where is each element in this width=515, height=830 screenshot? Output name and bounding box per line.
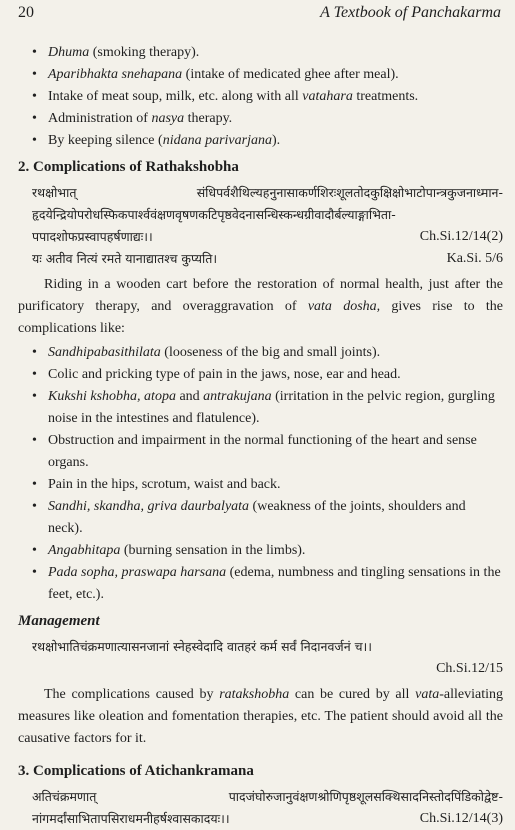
sanskrit-verse-2: यः अतीव नित्यं रमते यानाद्यातश्च कुप्यति। Ka.Si. 5/6: [18, 248, 503, 270]
subheading-management: Management: [18, 613, 100, 629]
list-item: • Sandhipabasithilata (looseness of the big and small joints).: [18, 342, 503, 364]
list-item: • Sandhi, skandha, griva daurbalyata (weakness of the joints, shoulders and neck).: [18, 496, 503, 540]
section-heading-atichankramana: 3. Complications of Atichankramana: [18, 763, 254, 779]
list-item: • Intake of meat soup, milk, etc. along with all vatahara treatments.: [18, 86, 503, 108]
list-item: • Kukshi kshobha, atopa and antrakujana (irritation in the pelvic region, gurgling noise in the intestines and flatulence).: [18, 386, 503, 430]
sanskrit-verse-1: रथक्षोभात् संधिपर्वशैथिल्यहनुनासाकर्णशिरःशूलतोदकुक्षिक्षोभाटोपान्त्रकुजनाध्मान- हृदयेन्द्रियोपरोधस्फिकपार्श्ववंक्षणवृषणकटिपृष्ठवेदनासन्धिस्कन्धग्रीवादौर्बल्याङ्गाभिता- पपादशोफप्रस्वापहर्षणाद्यः।। Ch.Si.12/14(2): [18, 182, 503, 248]
page-number: 20: [18, 4, 34, 21]
complications-list: [18, 342, 503, 606]
sanskrit-verse-3: अतिचंक्रमणात् पादजंघोरुजानुवंक्षणश्रोणिपृष्ठशूलसक्थिसादनिस्तोदपिंडिकोद्वेष्ट- नांगमर्दांसाभितापसिराधमनीहर्षश्वासकादयः।। Ch.Si.12/14(3): [18, 786, 503, 830]
list-item: • Angabhitapa (burning sensation in the limbs).: [18, 540, 503, 562]
paragraph: The complications caused by ratakshobha can be cured by all vata-alleviating measures like oleation and fomentation therapies, etc. The patient should avoid all the causative factors for it.: [18, 687, 503, 746]
section-heading-rathakshobha: 2. Complications of Rathakshobha: [18, 159, 239, 175]
page-header: [18, 4, 501, 24]
verse-reference: Ch.Si.12/14(3): [419, 811, 503, 826]
page-content: [18, 42, 503, 830]
list-item: • Pain in the hips, scrotum, waist and back.: [18, 474, 503, 496]
list-item: • Obstruction and impairment in the normal functioning of the heart and sense organs.: [18, 430, 503, 474]
verse-reference: Ch.Si.12/15: [436, 661, 503, 676]
list-item: • Dhuma (smoking therapy).: [18, 42, 503, 64]
paragraph: Riding in a wooden cart before the restoration of normal health, just after the purificatory therapy, and overaggravation of vata dosha, gives rise to the complications like:: [18, 277, 503, 336]
list-item: • Aparibhakta snehapana (intake of medicated ghee after meal).: [18, 64, 503, 86]
list-item: • By keeping silence (nidana parivarjana).: [18, 130, 503, 152]
sanskrit-verse-management: रथक्षोभातिचंक्रमणात्यासनजानां स्नेहस्वेदादि वातहरं कर्म सर्वं निदानवर्जनं च।।: [32, 639, 373, 654]
top-bullet-list: [18, 42, 503, 152]
list-item: • Pada sopha, praswapa harsana (edema, numbness and tingling sensations in the feet, etc.).: [18, 562, 503, 606]
list-item: • Administration of nasya therapy.: [18, 108, 503, 130]
running-title: A Textbook of Panchakarma: [320, 4, 501, 21]
verse-reference: Ch.Si.12/14(2): [419, 229, 503, 244]
verse-reference: Ka.Si. 5/6: [446, 251, 503, 266]
list-item: • Colic and pricking type of pain in the jaws, nose, ear and head.: [18, 364, 503, 386]
